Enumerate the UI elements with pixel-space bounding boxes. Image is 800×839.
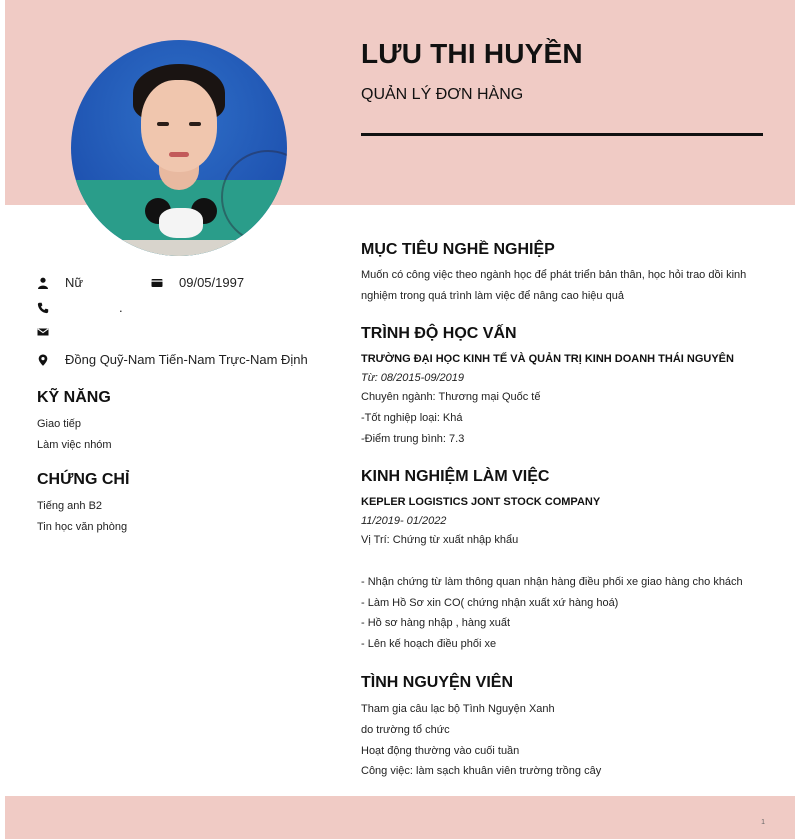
address-value: Đồng Quỹ-Nam Tiến-Nam Trực-Nam Định (65, 352, 308, 367)
objective-heading: MỤC TIÊU NGHỀ NGHIỆP (361, 241, 555, 258)
education-heading: TRÌNH ĐỘ HỌC VẤN (361, 325, 517, 342)
calendar-card-icon (151, 277, 163, 289)
experience-position: Vị Trí: Chứng từ xuất nhập khẩu (361, 534, 519, 546)
certificates-heading: CHỨNG CHỈ (37, 471, 130, 488)
phone-icon (37, 302, 49, 314)
objective-text: Muốn có công việc theo ngành học để phát triển bản thân, học hỏi trao dồi kinh nghiệm trong quá trình làm việc để nâng cao hiệu quả (361, 269, 747, 302)
volunteer-line: Công việc: làm sạch khuân viên trường trồng cây (361, 765, 602, 777)
location-pin-icon (37, 354, 49, 366)
volunteer-line: do trường tổ chức (361, 724, 450, 736)
school-name: TRƯỜNG ĐẠI HỌC KINH TẾ VÀ QUẢN TRỊ KINH DOANH THÁI NGUYÊN (361, 353, 734, 365)
experience-line: - Lên kế hoạch điều phối xe (361, 638, 497, 650)
experience-line: - Nhận chứng từ làm thông quan nhận hàng điều phối xe giao hàng cho khách (361, 576, 743, 588)
mail-icon (37, 326, 49, 338)
profile-photo (71, 40, 287, 256)
education-line: -Tốt nghiệp loại: Khá (361, 412, 463, 424)
experience-period: 11/2019- 01/2022 (361, 515, 447, 527)
person-icon (37, 277, 49, 289)
gender-row (37, 275, 83, 290)
footer-band (5, 796, 795, 839)
birthdate-row (151, 275, 244, 290)
education-line: Chuyên ngành: Thương mại Quốc tế (361, 391, 541, 403)
volunteer-line: Hoạt động thường vào cuối tuần (361, 745, 520, 757)
title-divider (361, 133, 763, 136)
phone-row (37, 300, 123, 315)
skill-item: Làm việc nhóm (37, 439, 112, 451)
experience-heading: KINH NGHIỆM LÀM VIỆC (361, 468, 550, 485)
address-row (37, 352, 308, 367)
certificate-item: Tiếng anh B2 (37, 500, 103, 512)
email-row (37, 326, 65, 338)
education-line: -Điểm trung bình: 7.3 (361, 433, 465, 445)
skills-heading: KỸ NĂNG (37, 389, 111, 406)
experience-line: - Làm Hồ Sơ xin CO( chứng nhận xuất xứ hàng hoá) (361, 597, 619, 609)
gender-value: Nữ (65, 275, 84, 290)
experience-line: - Hồ sơ hàng nhập , hàng xuất (361, 617, 511, 629)
volunteer-heading: TÌNH NGUYỆN VIÊN (361, 674, 514, 691)
job-title: QUẢN LÝ ĐƠN HÀNG (361, 86, 524, 103)
volunteer-line: Tham gia câu lạc bộ Tình Nguyện Xanh (361, 703, 555, 715)
education-period: Từ: 08/2015-09/2019 (361, 372, 464, 384)
certificate-item: Tin học văn phòng (37, 521, 128, 533)
page-number: 1 (761, 819, 765, 826)
skill-item: Giao tiếp (37, 418, 82, 430)
candidate-name: LƯU THI HUYỀN (361, 38, 583, 69)
company-name: KEPLER LOGISTICS JONT STOCK COMPANY (361, 496, 601, 508)
phone-value: . (119, 300, 123, 315)
birthdate-value: 09/05/1997 (179, 275, 245, 290)
cv-page (5, 0, 795, 839)
